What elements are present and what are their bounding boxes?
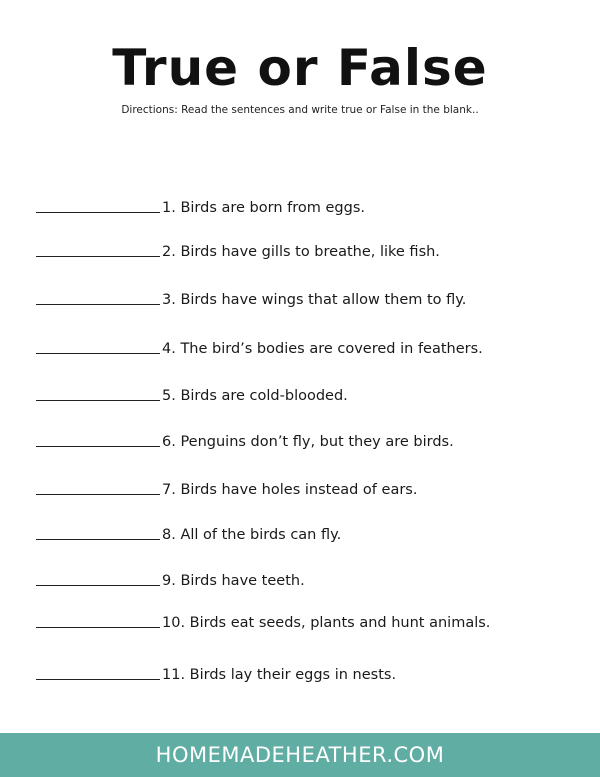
question-row [36, 523, 576, 545]
answer-blank[interactable] [36, 256, 160, 257]
question-text: 6. Penguins don’t fly, but they are birds. [162, 434, 454, 450]
question-row [36, 478, 576, 500]
question-row [36, 663, 576, 685]
question-row [36, 288, 576, 310]
question-row [36, 196, 576, 218]
answer-blank[interactable] [36, 400, 160, 401]
answer-blank[interactable] [36, 585, 160, 586]
question-row [36, 611, 576, 633]
answer-blank[interactable] [36, 353, 160, 354]
answer-blank[interactable] [36, 627, 160, 628]
question-text: 3. Birds have wings that allow them to fly. [162, 292, 467, 308]
question-row [36, 337, 576, 359]
answer-blank[interactable] [36, 304, 160, 305]
answer-blank[interactable] [36, 212, 160, 213]
worksheet-title: True or False [112, 39, 488, 97]
question-text: 10. Birds eat seeds, plants and hunt animals. [162, 615, 491, 631]
directions-text: Directions: Read the sentences and write true or False in the blank.. [121, 104, 479, 116]
question-text: 5. Birds are cold-blooded. [162, 388, 348, 404]
footer-band [0, 733, 600, 777]
question-row [36, 240, 576, 262]
question-text: 11. Birds lay their eggs in nests. [162, 667, 397, 683]
answer-blank[interactable] [36, 679, 160, 680]
question-text: 8. All of the birds can fly. [162, 527, 342, 543]
question-text: 2. Birds have gills to breathe, like fish. [162, 244, 440, 260]
question-row [36, 569, 576, 591]
question-text: 1. Birds are born from eggs. [162, 200, 365, 216]
question-list [36, 0, 576, 700]
answer-blank[interactable] [36, 446, 160, 447]
answer-blank[interactable] [36, 539, 160, 540]
question-text: 4. The bird’s bodies are covered in feathers. [162, 341, 483, 357]
question-text: 9. Birds have teeth. [162, 573, 305, 589]
answer-blank[interactable] [36, 494, 160, 495]
question-row [36, 430, 576, 452]
footer-site-link[interactable]: HOMEMADEHEATHER.COM [155, 743, 445, 767]
question-row [36, 384, 576, 406]
question-text: 7. Birds have holes instead of ears. [162, 482, 418, 498]
